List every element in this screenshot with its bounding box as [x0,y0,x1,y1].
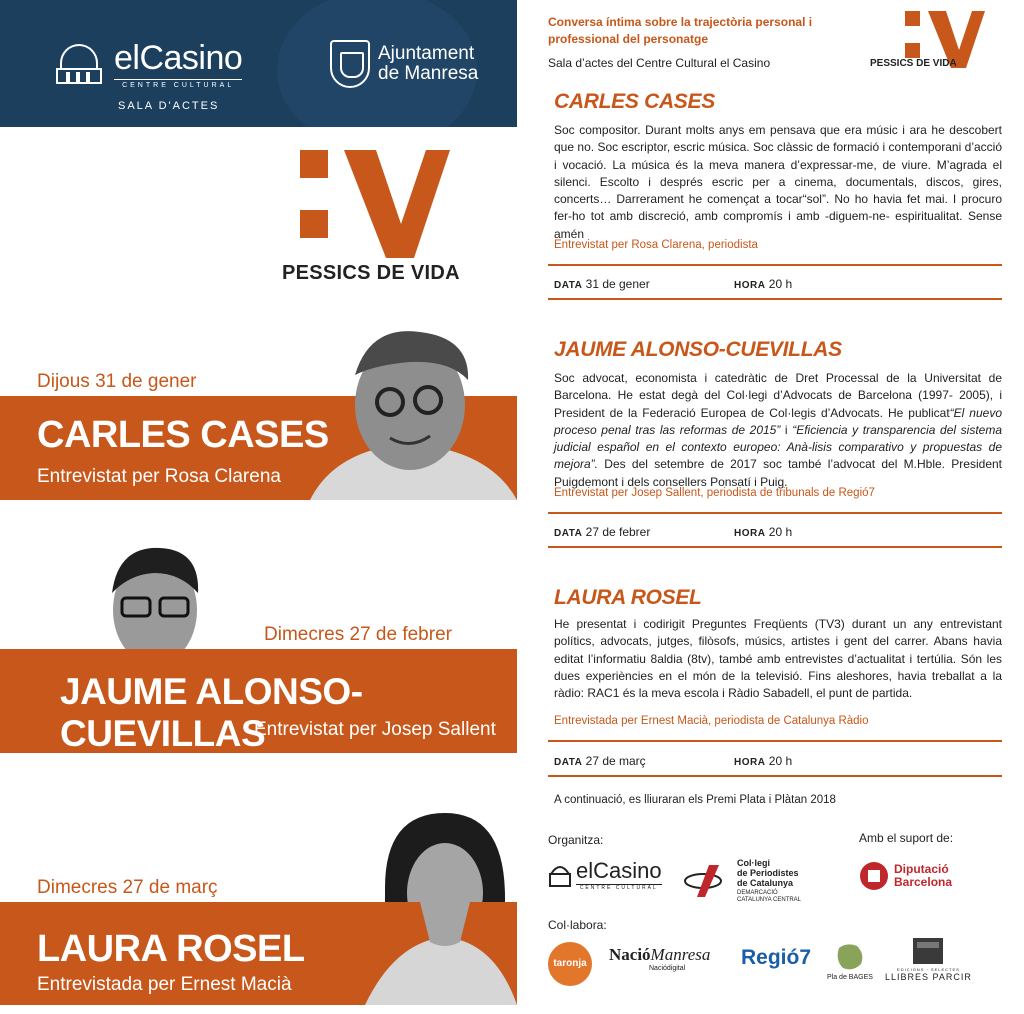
llibres-sub: EDICIONS · SELECTES [897,967,960,972]
book-icon [911,936,945,966]
data-label: DATA [554,280,583,291]
casino-dome-icon [548,860,572,890]
right-panel [517,0,1024,1014]
casino-footer-logo [548,858,662,891]
divider [548,740,1002,742]
event-date: Dimecres 27 de febrer [264,624,452,645]
divider [548,298,1002,300]
intro-heading: Conversa íntima sobre la trajectòria personal i professional del personatge [548,15,813,46]
divider [548,512,1002,514]
cpc-line3: de Catalunya [737,878,794,888]
casino-name: elCasino [114,39,243,77]
entry-interviewer: Entrevistada per Ernest Macià, periodista de Catalunya Ràdio [554,715,869,727]
entry-when [554,277,793,291]
suport-label: Amb el suport de: [859,831,954,845]
pla-bages: Pla de BAGES [827,974,873,981]
event-date: Dimecres 27 de març [37,877,218,898]
regio7-logo [741,946,811,970]
bio-book-title: “El nuevo proceso penal tras las reformas de 2015” [554,405,1002,437]
entry-time: 20 h [768,525,793,539]
entry-bio: He presentat i codirigit Preguntes Freqüents (TV3) durant un any entrevistant polítics, advocats, jutges, filòsofs, músics, artistes i gent del carrer. Abans havia editat l’informatiu 8aldia (8tv), també amb entrevistes d’actualitat i tertúlia. Són les dues experiències en el món de la televisió. Fins aleshores, havia treballat a la ràdio: RAC1 és la meva escola i Ràdio Sabadell, el punt de partida. [554,617,1002,701]
cpc-sub1: DEMARCACIÓ [737,890,778,896]
footer-casino-name: elCasino [576,858,662,883]
event-name: JAUME ALONSO-CUEVILLAS [60,671,363,754]
event-interviewer: Entrevistat per Josep Sallent [254,719,496,740]
ajuntament-line1: Ajuntament [378,43,475,65]
llibres-parcir: LLIBRES PARCIR [885,972,972,982]
event-date: Dijous 31 de gener [37,371,197,392]
diputacio-icon [859,861,889,891]
entry-time: 20 h [768,277,793,291]
entry-when [554,525,793,539]
series-title-small: PESSICS DE VIDA [870,58,957,69]
onta-taronja: taronja [548,942,592,986]
entry-date: 27 de febrer [585,525,651,539]
pla-bages-icon [833,940,867,974]
hora-label: HORA [734,528,766,539]
onta-logo [548,942,592,986]
entry-date: 31 de gener [585,277,650,291]
diputacio-line2: Barcelona [894,875,953,889]
collabora-label: Col·labora: [548,918,607,932]
entry-bio [554,370,1002,491]
cpc-line2: de Periodistes [737,868,799,878]
pessics-logo-icon [300,148,450,258]
event-band [0,649,517,753]
continuation-note: A continuació, es lliuraran els Premi Plata i Plàtan 2018 [554,794,836,806]
divider [548,775,1002,777]
event-interviewer: Entrevistada per Ernest Macià [37,974,292,995]
hora-label: HORA [734,280,766,291]
bio-part: Soc advocat, economista i catedràtic de Dret Processal de la Universitat de Barcelona. He estat degà del Col·legi d’Advocats de Barcelona (1997- 2005), i President de la Federació Europea de Col·legis d’Advocats. He publicat [554,371,1002,420]
entry-bio: Soc compositor. Durant molts anys em pensava que era músic i ara he descobert que no. Soc escriptor, escric música. Soc clàssic de formació i contemporani d’acció i vocació. La música és la meva manera d’expressar-me, de viure. M’agrada el silenci. Escolto i després escric per a cinema, documentals, discos, gires, concerts… Darrerament he començat a tocar“sol”. No ho havia fet mai. I procuro fer-ho tot amb discreció, amb compromís i amb -diguem-ne- espiritualitat. Sense amén [554,123,1002,241]
shield-icon [330,40,370,88]
nacio-sub: Naciódigital [649,965,686,972]
casino-logo [52,40,242,90]
nacio-manresa-logo [609,945,710,972]
casino-dome-icon [52,40,106,90]
llibres-parcir-logo [885,936,972,982]
nacio-a: Nació [609,945,651,964]
portrait-laura-rosel-lower [365,902,517,1005]
data-label: DATA [554,757,583,768]
cpc-icon [683,863,733,899]
event-name: LAURA ROSEL [37,928,305,970]
regio7: Regió7 [741,946,812,969]
entry-name: CARLES CASES [554,90,715,113]
data-label: DATA [554,528,583,539]
ajuntament-line2: de Manresa [378,63,479,84]
bio-part: Des del setembre de 2017 soc també l’advocat del M.Hble. President Puigdemont i dels consellers Ponsatí i Puig. [554,457,1002,489]
nacio-b: Manresa [650,945,711,964]
entry-date: 27 de març [585,754,646,768]
entry-time: 20 h [768,754,793,768]
pla-bages-logo [827,940,873,981]
header-band [0,0,517,127]
sala-dactes: SALA D'ACTES [118,100,220,112]
diputacio-logo [859,861,952,891]
cpc-logo [683,858,801,904]
cpc-sub2: CATALUNYA CENTRAL [737,897,802,903]
entry-interviewer: Entrevistat per Josep Sallent, periodista de tribunals de Regió7 [554,487,875,499]
portrait-carles-cases [290,320,517,500]
series-title: PESSICS DE VIDA [282,262,460,284]
intro-place: Sala d’actes del Centre Cultural el Casino [548,56,771,70]
divider [548,264,1002,266]
organitza-label: Organitza: [548,833,604,847]
hora-label: HORA [734,757,766,768]
bio-part: i [780,422,793,437]
diputacio-line1: Diputació [894,862,949,876]
event-name: CARLES CASES [37,414,329,456]
ajuntament-logo [330,40,478,88]
footer-casino-sub: CENTRE CULTURAL [576,884,662,891]
entry-interviewer: Entrevistat per Rosa Clarena, periodista [554,239,758,251]
event-interviewer: Entrevistat per Rosa Clarena [37,466,281,487]
entry-when [554,754,793,768]
casino-sub: CENTRE CULTURAL [114,79,242,89]
cpc-line1: Col·legi [737,858,770,868]
entry-name: LAURA ROSEL [554,586,702,609]
entry-name: JAUME ALONSO-CUEVILLAS [554,338,842,361]
divider [548,546,1002,548]
bio-book-title: “Eficiencia y transparencia del sistema judicial español en el contexto europeo: Anà-lisis comparativo y propuestas de mejora”. [554,422,1002,472]
